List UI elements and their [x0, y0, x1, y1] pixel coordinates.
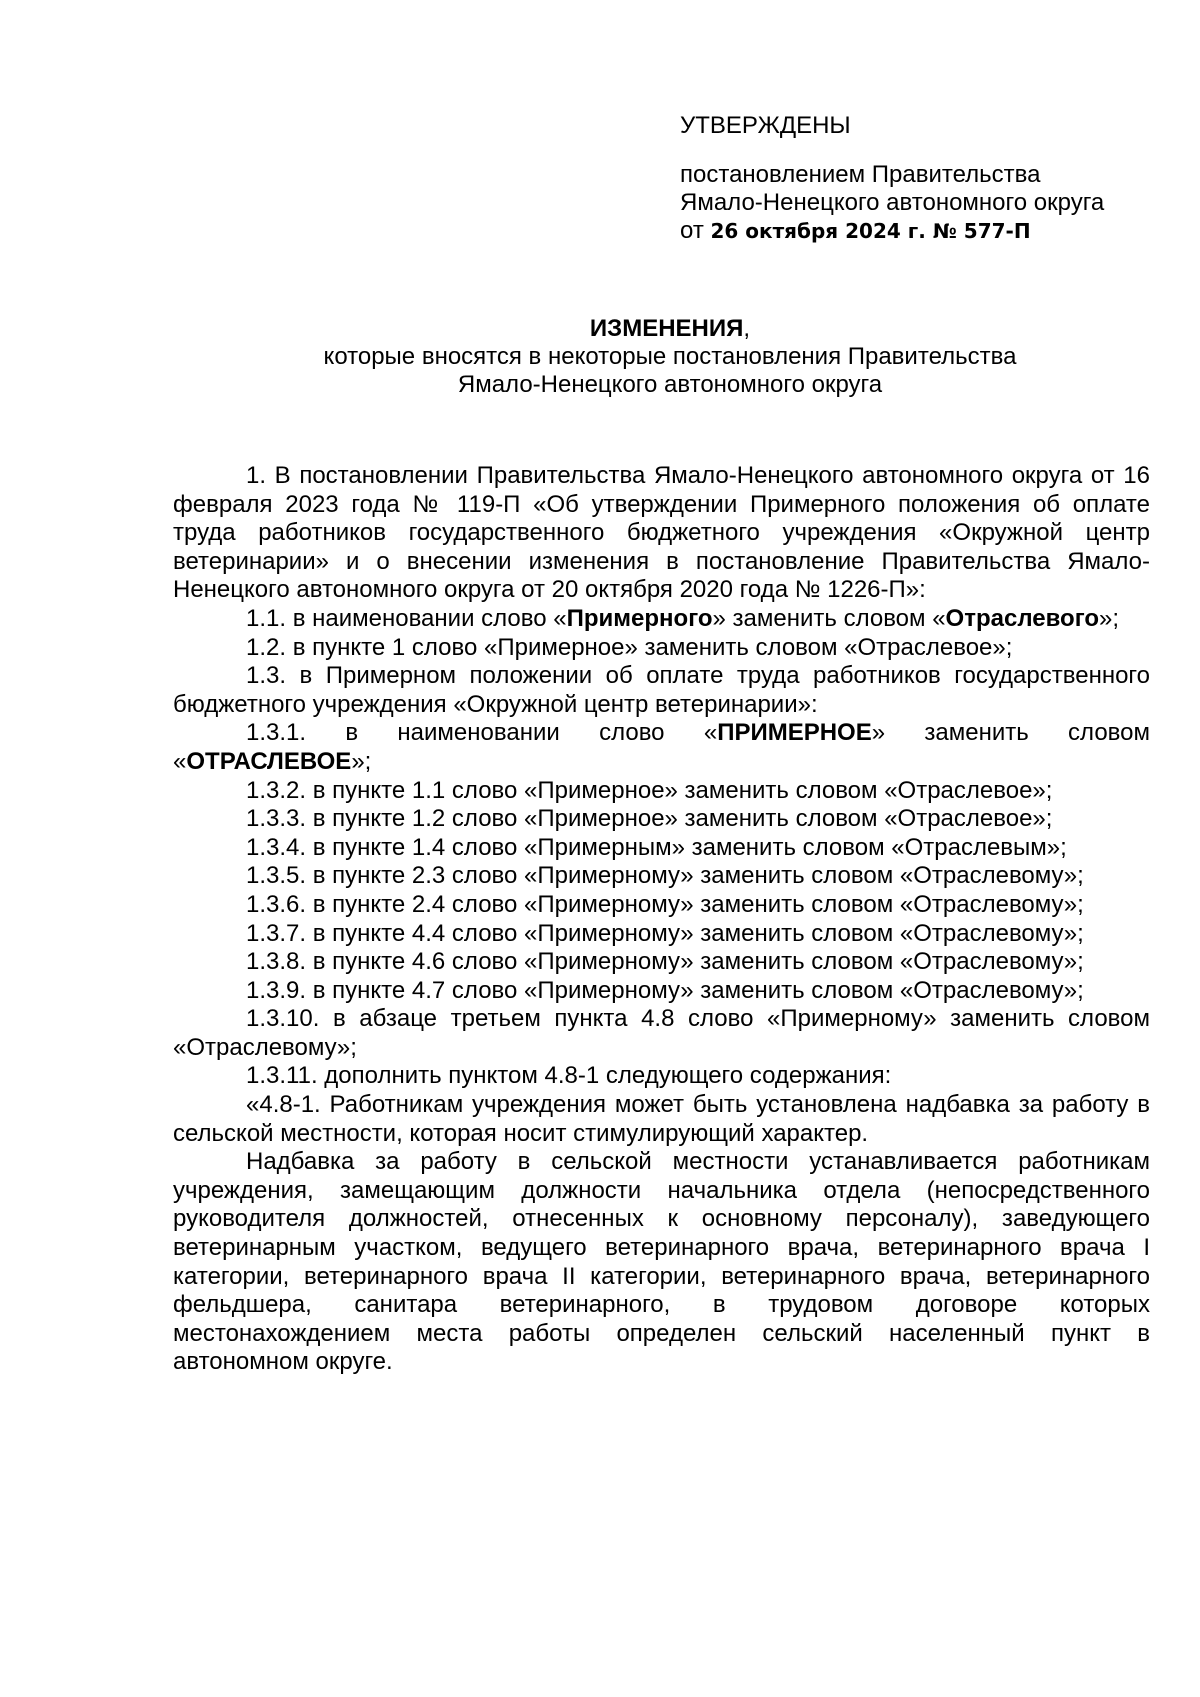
document-body — [173, 462, 1150, 1377]
paragraph-1-1 — [173, 605, 1150, 634]
approval-word: УТВЕРЖДЕНЫ — [680, 112, 851, 139]
p1-1-bold-old-word: Примерного — [566, 604, 713, 632]
paragraph-1-3-1 — [173, 719, 1150, 776]
approval-date-prefix: от — [680, 217, 711, 244]
approval-line-2: Ямало-Ненецкого автономного округа — [680, 189, 1105, 216]
paragraph-1-3-2: 1.3.2. в пункте 1.1 слово «Примерное» заменить словом «Отраслевое»; — [246, 776, 1053, 804]
approval-date-line — [680, 217, 1180, 245]
document-title — [170, 315, 1170, 399]
p1-3-1-bold-new-word: ОТРАСЛЕВОЕ — [186, 747, 352, 775]
title-heading-line — [170, 315, 1170, 343]
paragraph-1: 1. В постановлении Правительства Ямало-Ненецкого автономного округа от 16 февраля 2023 года № 119-П «Об утверждении Примерного положения об оплате труда работников государственного бюджетного учреждения «Окружной центр ветеринарии» и о внесении изменения в постановление Правительства Ямало-Ненецкого автономного округа от 20 октября 2020 года № 1226-П»: — [173, 462, 1150, 604]
p1-3-1-text-a: 1.3.1. в наименовании слово « — [246, 719, 718, 747]
title-heading-comma: , — [743, 315, 751, 342]
paragraph-rural-allowance: Надбавка за работу в сельской местности устанавливается работникам учреждения, замещающим должности начальника отдела (непосредственного руководителя должностей, отнесенных к основному персоналу), заведующего ветеринарным участком, ведущего ветеринарного врача, ветеринарного врача I категории, ветеринарного врача II категории, ветеринарного врача, ветеринарного фельдшера, санитара ветеринарного, в трудовом договоре которых местонахождением места работы определен сельский населенный пункт в автономном округе. — [173, 1148, 1150, 1376]
title-heading: ИЗМЕНЕНИЯ — [589, 315, 744, 342]
title-subtitle-2: Ямало-Ненецкого автономного округа — [457, 371, 883, 398]
paragraph-1-3-9: 1.3.9. в пункте 4.7 слово «Примерному» заменить словом «Отраслевому»; — [246, 976, 1084, 1004]
paragraph-1-2: 1.2. в пункте 1 слово «Примерное» заменить словом «Отраслевое»; — [246, 633, 1013, 661]
title-subtitle-1: которые вносятся в некоторые постановления Правительства — [323, 343, 1017, 370]
approval-line-1: постановлением Правительства — [680, 161, 1041, 188]
paragraph-1-3-3: 1.3.3. в пункте 1.2 слово «Примерное» заменить словом «Отраслевое»; — [246, 805, 1053, 833]
p1-1-text-c: » заменить словом « — [712, 604, 946, 632]
p1-1-text-e: »; — [1099, 604, 1120, 632]
paragraph-1-3-7: 1.3.7. в пункте 4.4 слово «Примерному» заменить словом «Отраслевому»; — [246, 919, 1084, 947]
p1-3-1-text-c: » заменить словом « — [173, 719, 1150, 775]
paragraph-1-3-6: 1.3.6. в пункте 2.4 слово «Примерному» заменить словом «Отраслевому»; — [246, 890, 1084, 918]
p1-3-1-bold-old-word: ПРИМЕРНОЕ — [717, 719, 872, 747]
paragraph-1-3-11: 1.3.11. дополнить пунктом 4.8-1 следующего содержания: — [246, 1062, 892, 1090]
paragraph-1-3: 1.3. в Примерном положении об оплате труда работников государственного бюджетного учреждения «Окружной центр ветеринарии»: — [173, 662, 1150, 718]
p1-1-text-a: 1.1. в наименовании слово « — [246, 604, 567, 632]
paragraph-1-3-8: 1.3.8. в пункте 4.6 слово «Примерному» заменить словом «Отраслевому»; — [246, 948, 1084, 976]
approval-block — [680, 112, 1180, 245]
p1-3-1-text-e: »; — [351, 747, 372, 775]
paragraph-4-8-1: «4.8-1. Работникам учреждения может быть установлена надбавка за работу в сельской местности, которая носит стимулирующий характер. — [173, 1091, 1150, 1147]
approval-date-number: 26 октября 2024 г. № 577-П — [710, 219, 1031, 243]
paragraph-1-3-4: 1.3.4. в пункте 1.4 слово «Примерным» заменить словом «Отраслевым»; — [246, 833, 1067, 861]
paragraph-1-3-5: 1.3.5. в пункте 2.3 слово «Примерному» заменить словом «Отраслевому»; — [246, 862, 1084, 890]
paragraph-1-3-10: 1.3.10. в абзаце третьем пункта 4.8 слово «Примерному» заменить словом «Отраслевому»; — [173, 1005, 1150, 1061]
p1-1-bold-new-word: Отраслевого — [945, 604, 1100, 632]
